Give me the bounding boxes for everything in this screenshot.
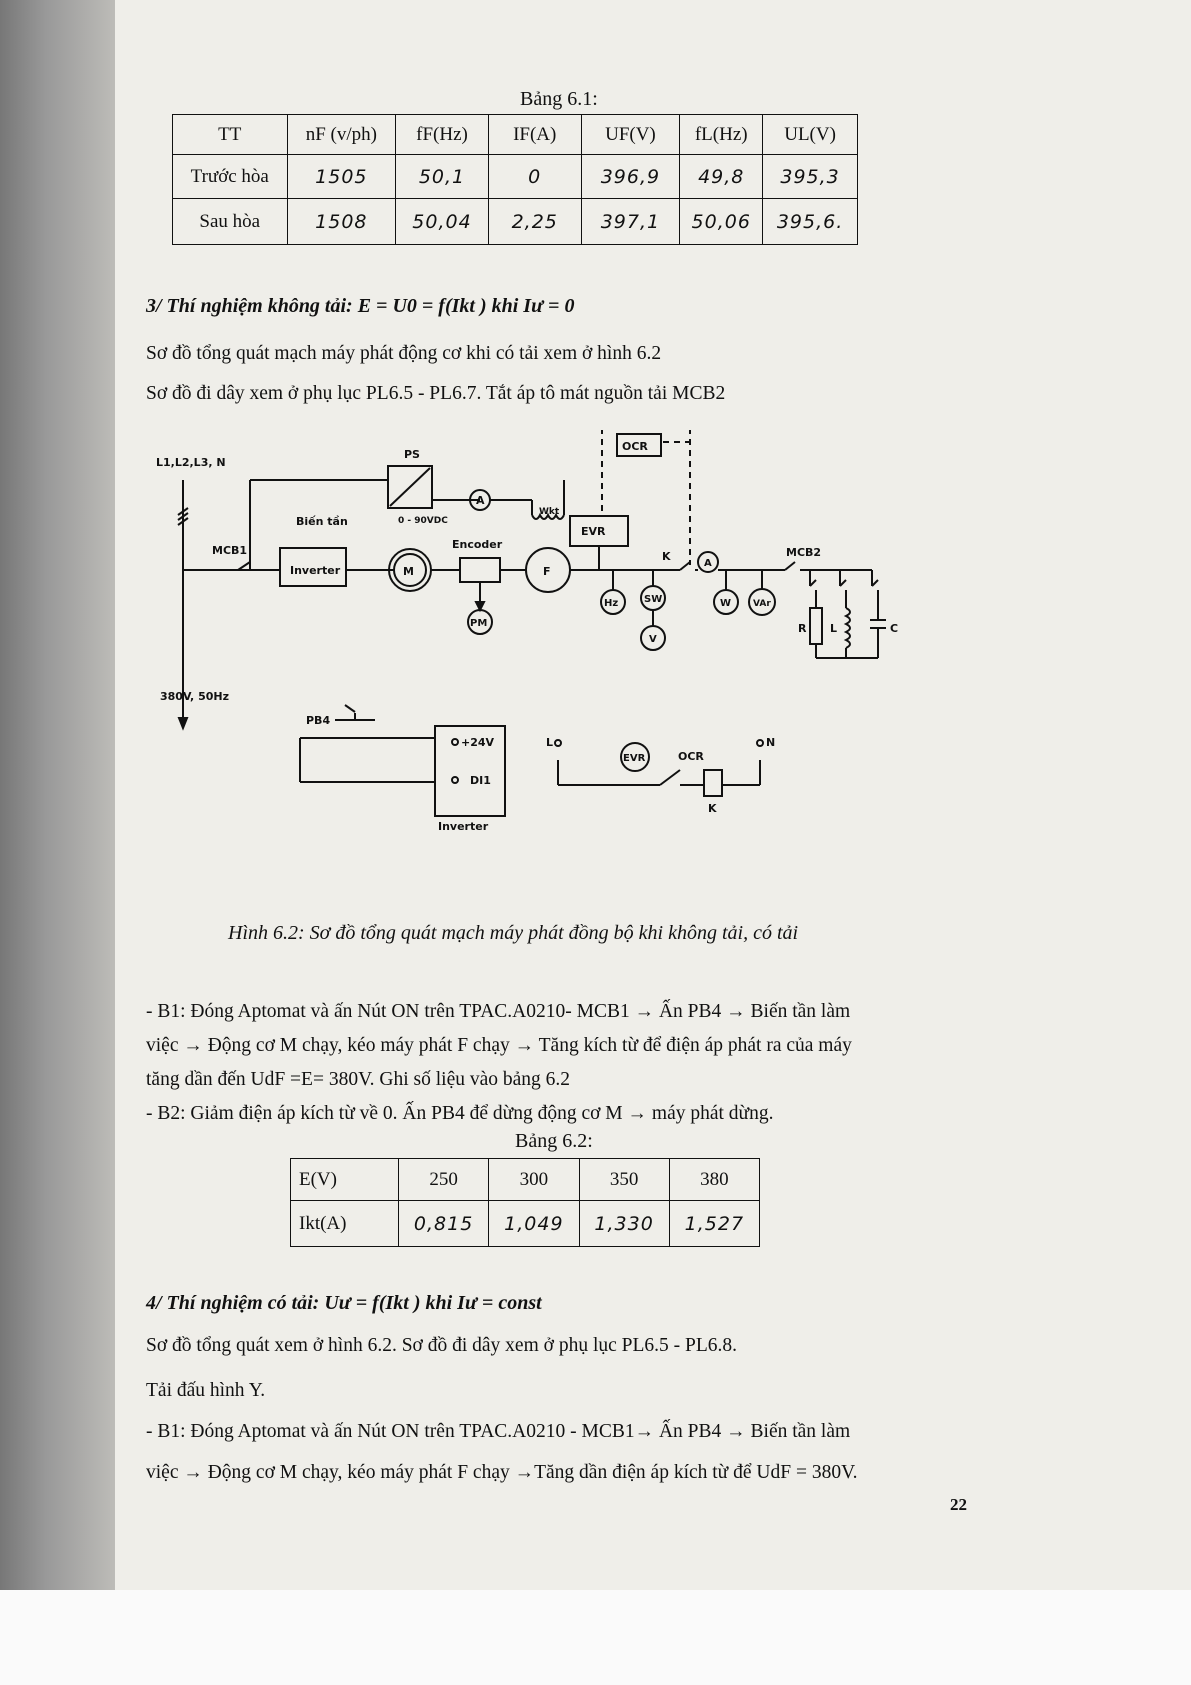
t1-cell: 395,3: [763, 155, 858, 199]
sw-label: SW: [644, 594, 663, 605]
t1-cell: 50,04: [396, 199, 489, 245]
t1-header: fL(Hz): [680, 115, 763, 155]
t2-cell: 0,815: [399, 1201, 489, 1247]
ps-range: 0 - 90VDC: [398, 516, 448, 526]
line-n-label: N: [766, 736, 776, 749]
k-label: K: [662, 550, 671, 563]
mcb1-label: MCB1: [212, 544, 248, 557]
section4-line: việc → Động cơ M chạy, kéo máy phát F chạy →Tăng dần điện áp kích từ để UdF = 380V.: [146, 1462, 858, 1483]
di1-label: DI1: [470, 774, 491, 787]
encoder-label: Encoder: [452, 538, 503, 551]
t1-cell: 395,6.: [763, 199, 858, 245]
t1-cell: 0: [488, 155, 581, 199]
step-line: tăng dần đến UdF =E= 380V. Ghi số liệu vào bảng 6.2: [146, 1069, 571, 1090]
pm-label: PM: [470, 618, 488, 629]
t1-header: UF(V): [581, 115, 680, 155]
t2-cell: 1,330: [579, 1201, 669, 1247]
t2-cell: Ikt(A): [291, 1201, 399, 1247]
t2-cell: 1,527: [669, 1201, 759, 1247]
section4-heading: 4/ Thí nghiệm có tải: Uư = f(Ikt ) khi Iư = const: [146, 1292, 542, 1314]
table2-caption: Bảng 6.2:: [515, 1130, 593, 1152]
wkt-label: Wkt: [539, 507, 560, 517]
page-number: 22: [950, 1495, 967, 1514]
step-line: - B2: Giảm điện áp kích từ về 0. Ấn PB4 để dừng động cơ M → máy phát dừng.: [146, 1103, 774, 1124]
section3-line1: Sơ đồ tổng quát mạch máy phát động cơ khi có tải xem ở hình 6.2: [146, 343, 662, 364]
evr-label: EVR: [581, 525, 606, 538]
ocr-label: OCR: [622, 440, 648, 453]
k2-label: K: [708, 802, 717, 815]
section4-line: Tải đấu hình Y.: [146, 1380, 266, 1401]
t2-cell: 1,049: [489, 1201, 579, 1247]
t1-header: nF (v/ph): [287, 115, 396, 155]
evr2-label: EVR: [623, 753, 646, 764]
section3-line2: Sơ đồ đi dây xem ở phụ lục PL6.5 - PL6.7. Tắt áp tô mát nguồn tải MCB2: [146, 383, 726, 404]
l-label: L: [830, 622, 838, 635]
t1-cell: 2,25: [488, 199, 581, 245]
c-label: C: [890, 622, 899, 635]
supply-rating: 380V, 50Hz: [160, 690, 229, 703]
t1-header: TT: [173, 115, 288, 155]
circuit-diagram: [150, 430, 950, 905]
step-line: - B1: Đóng Aptomat và ấn Nút ON trên TPAC.A0210- MCB1 → Ấn PB4 → Biến tần làm: [146, 1001, 851, 1022]
scan-bottom-strip: [0, 1590, 1191, 1685]
t1-cell: 49,8: [680, 155, 763, 199]
ocr2-label: OCR: [678, 750, 704, 763]
t1-cell: 50,1: [396, 155, 489, 199]
inverter2-label: Inverter: [438, 820, 489, 833]
t1-cell: Trước hòa: [173, 155, 288, 199]
section3-heading: 3/ Thí nghiệm không tải: E = U0 = f(Ikt ) khi Iư = 0: [146, 295, 575, 317]
r-label: R: [798, 622, 807, 635]
motor-label: M: [403, 565, 414, 578]
t2-cell: 250: [399, 1159, 489, 1201]
t2-cell: E(V): [291, 1159, 399, 1201]
step-line: việc → Động cơ M chạy, kéo máy phát F chạy → Tăng kích từ để điện áp phát ra của máy: [146, 1035, 852, 1056]
section4-line: Sơ đồ tổng quát xem ở hình 6.2. Sơ đồ đi dây xem ở phụ lục PL6.5 - PL6.8.: [146, 1335, 738, 1356]
table-6-1: [172, 114, 858, 245]
figure-caption: Hình 6.2: Sơ đồ tổng quát mạch máy phát đồng bộ khi không tải, có tải: [228, 922, 799, 944]
scan-left-shadow: [0, 0, 115, 1590]
t1-header: IF(A): [488, 115, 581, 155]
t1-header: fF(Hz): [396, 115, 489, 155]
t1-cell: 1505: [287, 155, 396, 199]
ps-label: PS: [404, 448, 420, 461]
plus24v-label: +24V: [461, 736, 495, 749]
section4-line: - B1: Đóng Aptomat và ấn Nút ON trên TPAC.A0210 - MCB1→ Ấn PB4 → Biến tần làm: [146, 1421, 851, 1442]
table1-caption: Bảng 6.1:: [520, 88, 598, 110]
mcb2-label: MCB2: [786, 546, 822, 559]
t2-cell: 380: [669, 1159, 759, 1201]
pb4-label: PB4: [306, 714, 331, 727]
ammeter2-label: A: [704, 558, 712, 569]
v-label: V: [649, 634, 657, 645]
t1-cell: 396,9: [581, 155, 680, 199]
t1-cell: 1508: [287, 199, 396, 245]
t1-cell: 50,06: [680, 199, 763, 245]
table-6-2: [290, 1158, 760, 1247]
t1-cell: 397,1: [581, 199, 680, 245]
w-label: W: [720, 598, 732, 609]
t1-header: UL(V): [763, 115, 858, 155]
generator-label: F: [543, 565, 551, 578]
t1-cell: Sau hòa: [173, 199, 288, 245]
line-l-label: L: [546, 736, 554, 749]
ammeter-label: A: [476, 494, 485, 507]
var-label: VAr: [753, 599, 771, 609]
supply-label: L1,L2,L3, N: [156, 456, 226, 469]
t2-cell: 300: [489, 1159, 579, 1201]
hz-label: Hz: [604, 598, 619, 609]
inverter-label: Inverter: [290, 564, 341, 577]
t2-cell: 350: [579, 1159, 669, 1201]
inverter-caption: Biến tần: [296, 515, 348, 528]
